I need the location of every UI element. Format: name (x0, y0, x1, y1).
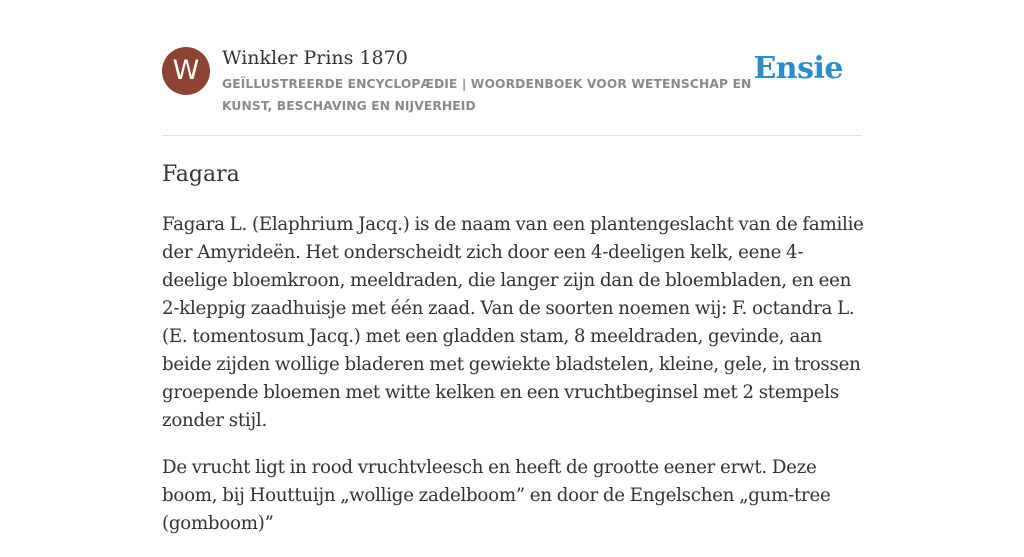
source-title[interactable]: Winkler Prins 1870 (222, 47, 408, 69)
ensie-logo[interactable]: Ensie (753, 51, 843, 86)
source-info (222, 46, 762, 117)
source-avatar[interactable]: W (162, 47, 210, 95)
source-subtitle: GEÏLLUSTREERDE ENCYCLOPÆDIE | WOORDENBOEK VOOR WETENSCHAP EN KUNST, BESCHAVING EN NIJVERHEID (222, 77, 752, 113)
article (162, 158, 867, 557)
article-paragraph: Fagara L. (Elaphrium Jacq.) is de naam van een plantengeslacht van de familie der Amyrideën. Het onderscheidt zich door een 4-deeligen kelk, eene 4-deelige bloemkroon, meeldraden, die langer zijn dan de bloembladen, en een 2-kleppig zaadhuisje met één zaad. Van de soorten noemen wij: F. octandra L. (E. tomentosum Jacq.) met een gladden stam, 8 meeldraden, gevinde, aan beide zijden wollige bladeren met gewiekte bladstelen, kleine, gele, in trossen groepende bloemen met witte kelken en een vruchtbeginsel met 2 stempels zonder stijl. (162, 214, 864, 431)
source-header (162, 46, 862, 136)
article-paragraph: De vrucht ligt in rood vruchtvleesch en heeft de grootte eener erwt. Deze boom, bij Houttuijn „wollige zadelboom” en door de Engelschen „gum-tree (gomboom)” (162, 457, 831, 534)
article-title: Fagara (162, 162, 240, 187)
header-divider (162, 135, 862, 136)
